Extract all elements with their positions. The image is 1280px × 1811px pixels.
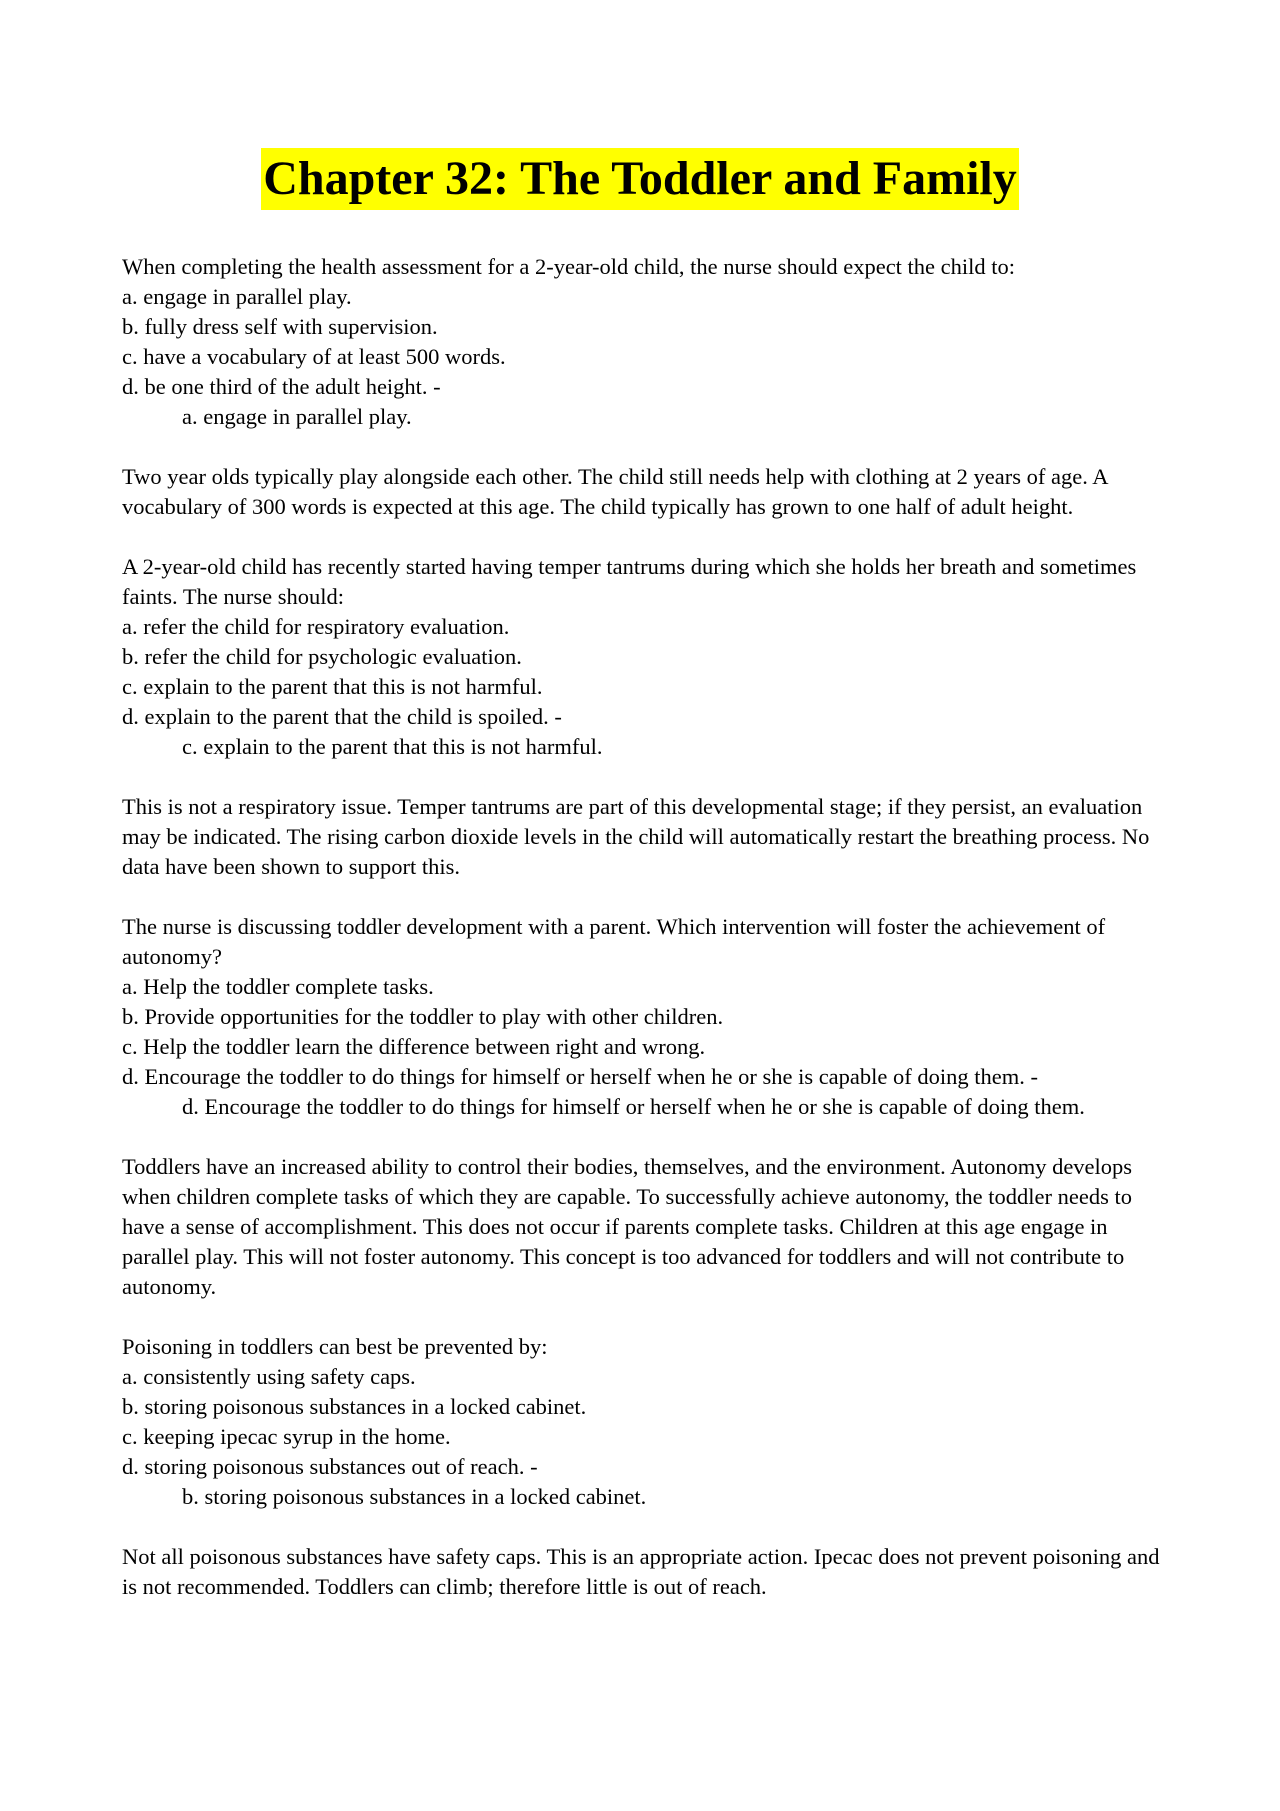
question-stem: When completing the health assessment for a 2-year-old child, the nurse should expect the child to:	[122, 254, 1016, 279]
answer-option: a. engage in parallel play.	[122, 284, 352, 309]
answer-option: a. refer the child for respiratory evaluation.	[122, 614, 510, 639]
answer-option: d. Encourage the toddler to do things for himself or herself when he or she is capable of doing them. -	[122, 1064, 1038, 1089]
answer-option: b. refer the child for psychologic evaluation.	[122, 644, 522, 669]
rationale-block-2	[122, 792, 1172, 882]
title-container	[0, 148, 1280, 210]
answer-option: b. storing poisonous substances in a locked cabinet.	[122, 1394, 587, 1419]
question-block-2	[122, 552, 1172, 762]
correct-answer: a. engage in parallel play.	[182, 404, 412, 429]
answer-option: a. consistently using safety caps.	[122, 1364, 416, 1389]
document-body	[122, 252, 1172, 1632]
question-block-1	[122, 252, 1172, 432]
answer-option: d. explain to the parent that the child is spoiled. -	[122, 704, 562, 729]
page-title: Chapter 32: The Toddler and Family	[261, 148, 1019, 210]
rationale-block-4	[122, 1542, 1172, 1602]
question-stem: The nurse is discussing toddler development with a parent. Which intervention will foster the achievement of autonomy?	[122, 914, 1106, 969]
question-block-4	[122, 1332, 1172, 1512]
rationale-block-1	[122, 462, 1172, 522]
rationale-block-3	[122, 1152, 1172, 1302]
rationale-text: Not all poisonous substances have safety caps. This is an appropriate action. Ipecac does not prevent poisoning and is not recommended. Toddlers can climb; therefore little is out of reach.	[122, 1544, 1160, 1599]
question-stem: A 2-year-old child has recently started having temper tantrums during which she holds her breath and sometimes faints. The nurse should:	[122, 554, 1137, 609]
correct-answer: d. Encourage the toddler to do things for himself or herself when he or she is capable of doing them.	[182, 1094, 1085, 1119]
answer-option: c. keeping ipecac syrup in the home.	[122, 1424, 451, 1449]
rationale-text: This is not a respiratory issue. Temper tantrums are part of this developmental stage; if they persist, an evaluation may be indicated. The rising carbon dioxide levels in the child will automatically restart the breathing process. No data have been shown to support this.	[122, 794, 1150, 879]
answer-option: c. Help the toddler learn the difference between right and wrong.	[122, 1034, 706, 1059]
answer-option: c. explain to the parent that this is not harmful.	[122, 674, 543, 699]
answer-option: c. have a vocabulary of at least 500 words.	[122, 344, 506, 369]
rationale-text: Toddlers have an increased ability to control their bodies, themselves, and the environment. Autonomy develops when children complete tasks of which they are capable. To successfully achieve autonomy, the toddler needs to have a sense of accomplishment. This does not occur if parents complete tasks. Children at this age engage in parallel play. This will not foster autonomy. This concept is too advanced for toddlers and will not contribute to autonomy.	[122, 1154, 1133, 1299]
correct-answer: b. storing poisonous substances in a locked cabinet.	[182, 1484, 647, 1509]
answer-option: d. storing poisonous substances out of reach. -	[122, 1454, 538, 1479]
answer-option: d. be one third of the adult height. -	[122, 374, 441, 399]
rationale-text: Two year olds typically play alongside each other. The child still needs help with clothing at 2 years of age. A vocabulary of 300 words is expected at this age. The child typically has grown to one half of adult height.	[122, 464, 1108, 519]
question-stem: Poisoning in toddlers can best be prevented by:	[122, 1334, 548, 1359]
answer-option: b. fully dress self with supervision.	[122, 314, 438, 339]
answer-option: a. Help the toddler complete tasks.	[122, 974, 434, 999]
correct-answer: c. explain to the parent that this is not harmful.	[182, 734, 603, 759]
answer-option: b. Provide opportunities for the toddler to play with other children.	[122, 1004, 724, 1029]
question-block-3	[122, 912, 1172, 1122]
